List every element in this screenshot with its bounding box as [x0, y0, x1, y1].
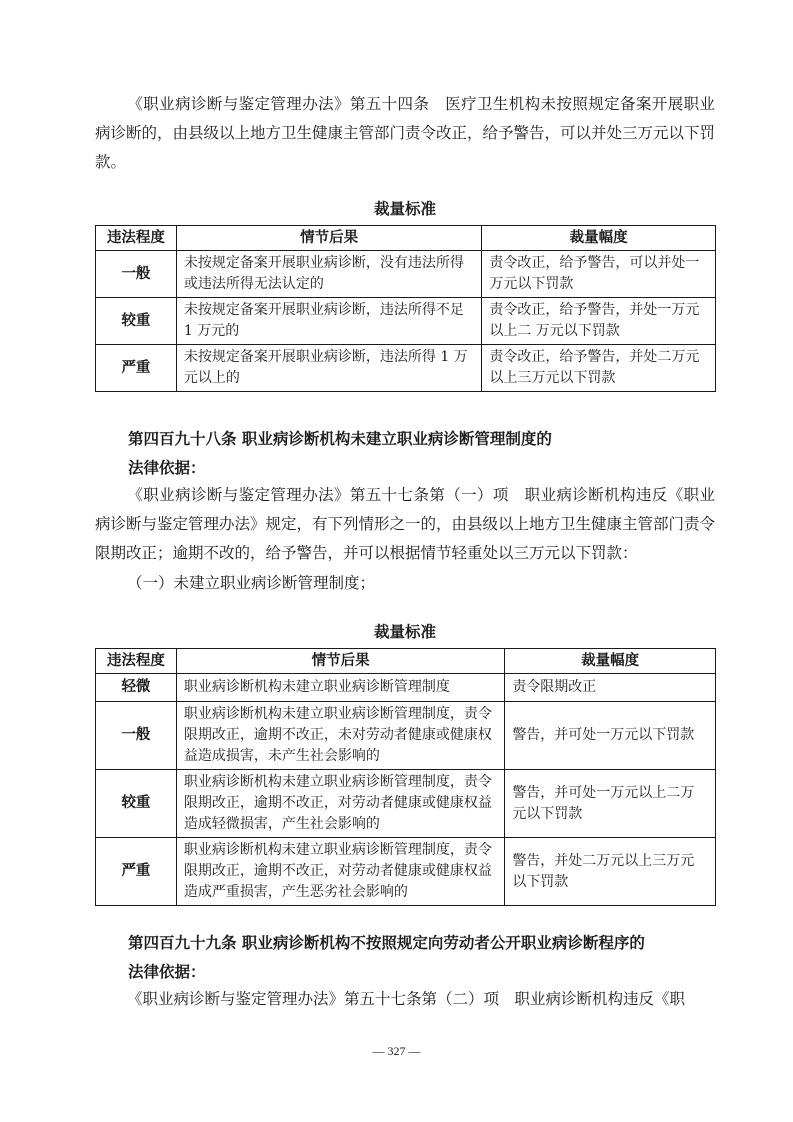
table-row	[96, 770, 716, 838]
article-499-text: 《职业病诊断与鉴定管理办法》第五十七条第（二）项 职业病诊断机构违反《职	[127, 990, 686, 1008]
article-54-text: 《职业病诊断与鉴定管理办法》第五十四条 医疗卫生机构未按照规定备案开展职业病诊断的，由县级以上地方卫生健康主管部门责令改正，给予警告，可以并处三万元以下罚款。	[95, 95, 716, 171]
table-row	[96, 345, 716, 392]
range-cell: 责令限期改正	[505, 674, 716, 702]
header-circumstance: 情节后果	[176, 649, 504, 674]
table-row	[96, 674, 716, 702]
article-498-item	[95, 569, 715, 598]
range-cell: 责令改正，给予警告，可以并处一 万元以下罚款	[482, 251, 716, 298]
discretion-table-1	[95, 225, 716, 392]
range-cell: 警告，并处二万元以上三万元以下罚款	[505, 838, 716, 906]
table-row	[96, 298, 716, 345]
circumstance-cell: 职业病诊断机构未建立职业病诊断管理制度	[176, 674, 504, 702]
header-level: 违法程度	[96, 226, 177, 251]
table-row	[96, 838, 716, 906]
circumstance-cell: 职业病诊断机构未建立职业病诊断管理制度，责令限期改正，逾期不改正，未对劳动者健康或健康权益造成损害，未产生社会影响的	[176, 702, 504, 770]
article-498-item-text: （一）未建立职业病诊断管理制度；	[127, 574, 376, 592]
header-range: 裁量幅度	[505, 649, 716, 674]
level-cell: 较重	[96, 770, 177, 838]
article-499-paragraph	[95, 985, 715, 1014]
discretion-table-2	[95, 648, 716, 906]
table-row	[96, 251, 716, 298]
table1-caption: 裁量标准	[373, 200, 436, 218]
range-cell: 责令改正，给予警告，并处一万元以上二 万元以下罚款	[482, 298, 716, 345]
level-cell: 一般	[96, 702, 177, 770]
range-cell: 警告，并可处一万元以上二万元以下罚款	[505, 770, 716, 838]
table-header-row	[96, 226, 716, 251]
range-cell: 警告，并可处一万元以下罚款	[505, 702, 716, 770]
level-cell: 严重	[96, 345, 177, 392]
header-circumstance: 情节后果	[176, 226, 481, 251]
table-row	[96, 702, 716, 770]
circumstance-cell: 职业病诊断机构未建立职业病诊断管理制度，责令限期改正，逾期不改正，对劳动者健康或健康权益造成严重损害，产生恶劣社会影响的	[176, 838, 504, 906]
article-498-legal-basis-label: 法律依据：	[128, 459, 206, 477]
circumstance-cell: 未按规定备案开展职业病诊断，没有违法所得或违法所得无法认定的	[176, 251, 481, 298]
article-498-title: 第四百九十八条 职业病诊断机构未建立职业病诊断管理制度的	[128, 430, 552, 448]
range-cell: 责令改正，给予警告，并处二万元以上三万元以下罚款	[482, 345, 716, 392]
article-499-legal-basis-label: 法律依据：	[128, 963, 206, 981]
article-498-text: 《职业病诊断与鉴定管理办法》第五十七条第（一）项 职业病诊断机构违反《职业病诊断与鉴定管理办法》规定，有下列情形之一的，由县级以上地方卫生健康主管部门责令限期改正；逾期不改的，给予警告，并可以根据情节轻重处以三万元以下罚款：	[95, 486, 716, 562]
level-cell: 较重	[96, 298, 177, 345]
level-cell: 轻微	[96, 674, 177, 702]
level-cell: 严重	[96, 838, 177, 906]
article-499-title: 第四百九十九条 职业病诊断机构不按照规定向劳动者公开职业病诊断程序的	[128, 934, 645, 952]
circumstance-cell: 职业病诊断机构未建立职业病诊断管理制度，责令限期改正，逾期不改正，对劳动者健康或健康权益造成轻微损害，产生社会影响的	[176, 770, 504, 838]
table2-caption: 裁量标准	[373, 623, 436, 641]
page-number: — 327 —	[372, 1044, 421, 1058]
article-54-paragraph	[95, 90, 715, 177]
circumstance-cell: 未按规定备案开展职业病诊断，违法所得 1 万元以上的	[176, 345, 481, 392]
circumstance-cell: 未按规定备案开展职业病诊断，违法所得不足 1 万元的	[176, 298, 481, 345]
level-cell: 一般	[96, 251, 177, 298]
article-498-paragraph	[95, 481, 715, 568]
header-level: 违法程度	[96, 649, 177, 674]
table-header-row	[96, 649, 716, 674]
header-range: 裁量幅度	[482, 226, 716, 251]
